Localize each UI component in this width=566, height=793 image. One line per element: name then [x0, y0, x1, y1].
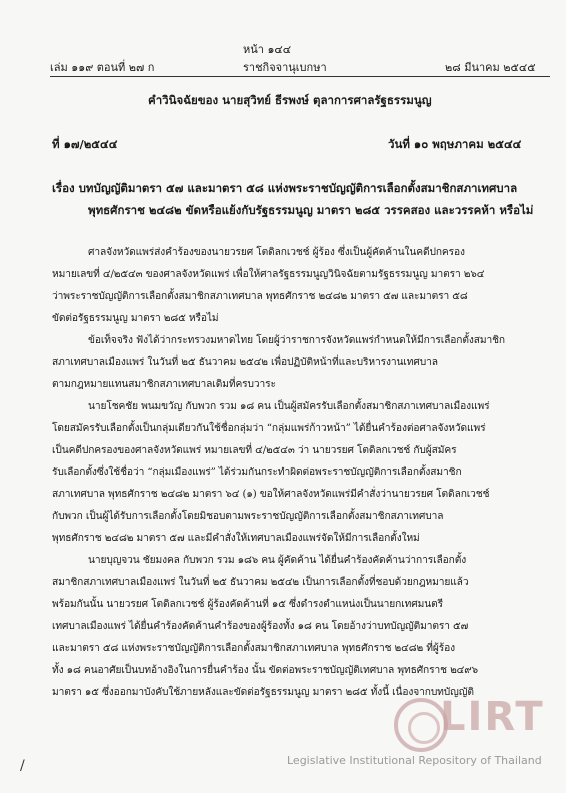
paragraph-4-line: และมาตรา ๕๘ แห่งพระราชบัญญัติการเลือกตั้งสมาชิกสภาเทศบาล พุทธศักราช ๒๔๘๒ ที่ผู้ร้อง: [52, 643, 456, 654]
lirt-logo-text: LIRT: [440, 694, 545, 740]
gazette-date: ๒๘ มีนาคม ๒๕๔๕: [445, 61, 536, 74]
lirt-caption: Legislative Institutional Repository of Thailand: [287, 754, 542, 767]
paragraph-1-line: ศาลจังหวัดแพร่ส่งคำร้องของนายวรยศ โตดิลกเวชช์ ผู้ร้อง ซึ่งเป็นผู้คัดค้านในคดีปกครอง: [88, 247, 465, 258]
paragraph-4-line: นายบุญจวน ชัยมงคล กับพวก รวม ๑๘๖ คน ผู้คัดค้าน ได้ยื่นคำร้องคัดค้านว่าการเลือกตั้ง: [88, 555, 467, 566]
paragraph-3-line: นายโชคชัย พนมขวัญ กับพวก รวม ๑๘ คน เป็นผู้สมัครรับเลือกตั้งสมาชิกสภาเทศบาลเมืองแพร่: [88, 401, 490, 412]
gazette-name: ราชกิจจานุเบกษา: [243, 61, 327, 74]
paragraph-3-line: เป็นคดีปกครองของศาลจังหวัดแพร่ หมายเลขที่ ๔/๒๕๔๓ ว่า นายวรยศ โตดิลกเวชช์ กับผู้สมัคร: [52, 445, 457, 456]
paragraph-3-line: รับเลือกตั้งซึ่งใช้ชื่อว่า “กลุ่มเมืองแพร่” ได้ร่วมกันกระทำผิดต่อพระราชบัญญัติการเลือกตั้งสมาชิก: [52, 467, 462, 478]
paragraph-3-line: กับพวก เป็นผู้ได้รับการเลือกตั้งโดยมิชอบตามพระราชบัญญัติการเลือกตั้งสมาชิกสภาเทศบาล: [52, 511, 444, 522]
paragraph-4-line: สมาชิกสภาเทศบาลเมืองแพร่ ในวันที่ ๒๕ ธันวาคม ๒๕๔๒ เป็นการเลือกตั้งที่ชอบด้วยกฎหมายแล้ว: [52, 577, 469, 588]
volume-issue: เล่ม ๑๑๙ ตอนที่ ๒๗ ก: [50, 61, 155, 74]
scan-mark: /: [20, 758, 25, 774]
paragraph-2-line: ข้อเท็จจริง ฟังได้ว่ากระทรวงมหาดไทย โดยผู้ว่าราชการจังหวัดแพร่กำหนดให้มีการเลือกตั้งสมาชิก: [88, 335, 505, 346]
paragraph-4-line: พร้อมกันนั้น นายวรยศ โตดิลกเวชช์ ผู้ร้องคัดค้านที่ ๑๕ ซึ่งดำรงตำแหน่งเป็นนายกเทศมนตรี: [52, 599, 443, 610]
paragraph-3-line: พุทธศักราช ๒๔๘๒ มาตรา ๕๗ และมีคำสั่งให้เทศบาลเมืองแพร่จัดให้มีการเลือกตั้งใหม่: [52, 533, 420, 544]
paragraph-1-line: หมายเลขที่ ๔/๒๕๔๓ ของศาลจังหวัดแพร่ เพื่อให้ศาลรัฐธรรมนูญวินิจฉัยตามรัฐธรรมนูญ มาตรา ๒๖๔: [52, 269, 485, 280]
paragraph-2-line: ตามกฎหมายแทนสมาชิกสภาเทศบาลเดิมที่ครบวาระ: [52, 379, 276, 390]
subject-line-2: พุทธศักราช ๒๔๘๒ ขัดหรือแย้งกับรัฐธรรมนูญ มาตรา ๒๘๕ วรรคสอง และวรรคห้า หรือไม่: [88, 203, 534, 217]
paragraph-2-line: สภาเทศบาลเมืองแพร่ ในวันที่ ๒๕ ธันวาคม ๒๕๔๒ เพื่อปฏิบัติหน้าที่และบริหารงานเทศบาล: [52, 357, 438, 368]
paragraph-4-line: ทั้ง ๑๘ คนอาศัยเป็นบทอ้างอิงในการยื่นคำร้อง นั้น ขัดต่อพระราชบัญญัติเทศบาล พุทธศักราช ๒๔๙๖: [52, 665, 479, 676]
case-number: ที่ ๑๗/๒๕๔๔: [52, 137, 118, 151]
paragraph-1-line: ว่าพระราชบัญญัติการเลือกตั้งสมาชิกสภาเทศบาล พุทธศักราช ๒๔๘๒ มาตรา ๕๗ และมาตรา ๕๘: [52, 291, 468, 302]
page-number: หน้า ๑๔๔: [243, 43, 292, 56]
paragraph-1-line: ขัดต่อรัฐธรรมนูญ มาตรา ๒๘๕ หรือไม่: [52, 313, 219, 324]
paragraph-3-line: สภาเทศบาล พุทธศักราช ๒๔๘๒ มาตรา ๖๔ (๑) ขอให้ศาลจังหวัดแพร่มีคำสั่งว่านายวรยศ โตดิลกเวชช์: [52, 489, 490, 500]
paragraph-3-line: โดยสมัครรับเลือกตั้งเป็นกลุ่มเดียวกันใช้ชื่อกลุ่มว่า “กลุ่มแพร่ก้าวหน้า” ได้ยื่นคำร้องต่อศาลจังหวัดแพร่: [52, 423, 486, 434]
subject-line-1: เรื่อง บทบัญญัติมาตรา ๕๗ และมาตรา ๕๘ แห่งพระราชบัญญัติการเลือกตั้งสมาชิกสภาเทศบาล: [52, 181, 518, 195]
paragraph-4-line: เทศบาลเมืองแพร่ ได้ยื่นคำร้องคัดค้านคำร้องของผู้ร้องทั้ง ๑๘ คน โดยอ้างว่าบทบัญญัติมาตรา ๕๗: [52, 621, 469, 632]
case-date: วันที่ ๑๐ พฤษภาคม ๒๕๔๔: [388, 137, 522, 151]
lirt-logo: [287, 684, 566, 784]
document-title: คำวินิจฉัยของ นายสุวิทย์ ธีรพงษ์ ตุลาการศาลรัฐธรรมนูญ: [148, 93, 432, 107]
paragraph-4-line: มาตรา ๑๕ ซึ่งออกมาบังคับใช้ภายหลังและขัดต่อรัฐธรรมนูญ มาตรา ๒๘๕ ทั้งนี้ เนื่องจากบทบัญญัติ: [52, 687, 474, 698]
header-rule: [50, 76, 550, 77]
